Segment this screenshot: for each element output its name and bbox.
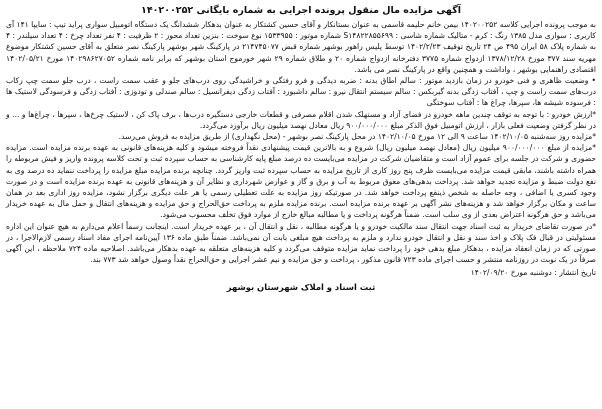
paragraph-additional-terms: *در صورت تقاضای خریدار به ثبت اسناد جهت انتقال سند مالکیت خودرو و یا هرگونه مطالبه ، نقل و انتقال آن ، بر عهده خریدار است. اینجانب رسماً اعلام می‌دارم به هیچ عنوان این اداره مسئولیتی در قبال فک پلاک و اخذ سند و نقل و انتقال خودرو ندارد و ملزم به پرداخت هیچ مبلغی بابت آن نمی‌باشد. ضمناً طبق ماده ۱۳۶ آیین‌نامه اجرای مفاد اسناد رسمی لازم‌الاجرا ، در صورتی که در زمان انعقاد مزایده ، بدهکار مبلغ بدهی خود را پرداخت نماید مزایده متوقف می‌گردد و کلیه هزینه‌های متعلقه به عهده بدهکار می‌باشد. اصلاحیه ماده ۷۲۴ ملاحظه ، این آگهی صرفاً در یک نوبت در روزنامه منتشر و حسب اجرای ماده ۷۲۳ قانون مذکور ، پرداخت و حق مزایده و نیم عشر اجرایی و حق‌الحراج نقداً وصول خواهد شد ۷۷۳ بند. bbox=[6, 221, 596, 265]
paragraph-intro: به موجب پرونده اجرایی کلاسه ۱۴۰۲۰۰۲۵۲ بیمن خانم حلیمه قاسمی به عنوان بستانکار و آقای حسین کشتکار به عنوان بدهکار ششدانگ یک دستگاه اتومبیل سواری پراید تیپ : سایپا ۱۴۱ آی کاربری : سواری مدل ۱۳۸۵ رنگ : کرم - متالیک شماره شاسی : S۱۴۸۲۲۸۵۵۶۹۹ شماره موتور : ۱۵۳۳۹۵۵ نوع سوخت : بنزین تعداد محور : ۲ ظرفیت : ۴ نفر تعداد چرخ : ۴ تعداد سیلندر : ۴ به شماره پلاک ۵۸ ایران ۴۹۵ ص ۲۴ تاریخ توقیف ۱۴۰۲/۲/۲۳ توسط پلیس راهور بوشهر شماره قبض ۲۱۴۷۴۵۰۷۷ در پارکینگ شهر بوشهر پارکینگ نصر متعلق به آقای حسین کشتکار موضوع مهریه سند ۳۷۷ مورخ ۱۳۷۸/۱۲/۲۸ ازدواج شماره ۳۷۷۵ دفترخانه ازدواج شماره ۲۰ و طلاق شماره ۲۹ شهر خورموج استان بوشهر که برابر نامه شماره ۱۴۰۲۹۸۶۲۷۰۵۲ مورخ ۱۴۰۲/۰۵/۲۱ اقتصادی راهنمایی بوشهر ، واداشت و همچنین واقع در پارکینگ نصر می باشد. bbox=[6, 20, 597, 74]
publish-date: تاریخ انتشار : دوشنبه مورخ ۱۴۰۲/۰۹/۲۰ bbox=[470, 268, 596, 278]
paragraph-auction-terms: *مزایده از مبلغ ۹۰۰/۰۰۰/۰۰۰ میلیون ریال (معادل نهصد میلیون ریال) شروع و به بالاترین قیمت پیشنهادی نقداً فروخته میشود و کلیه هزینه‌های قانونی به عهده برنده مزایده است. مزایده حضوری و شرکت در جلسه برای عموم آزاد است و متقاضیان شرکت در مزایده می‌بایست ده درصد مبلغ پایه کارشناسی به حساب سپرده ثبت و تحت کلاسه پرونده واریز و فیش مربوطه را همراه داشته باشند، مابقی قیمت مزایده می‌بایست ظرف پنج روز کاری از تاریخ مزایده به حساب سپرده ثبت واریز گردد. چنانچه برنده مزایده مبلغ مزایده را پرداخت ننماید ده درصد وی به نفع دولت ضبط و مزایده تجدید خواهد شد. پرداخت بدهی‌های معوق مربوط به آب و برق و گاز و عوارض شهرداری و نظایر آن و هزینه‌های قانونی به عهده برنده مزایده است و در صورت وجود کسری یا اضافی ، وجه حاصله به شخص ذینفع پرداخت خواهد شد. در صورتیکه روز مزایده به علت تعطیلی رسمی یا هر علت دیگری برگزار نشود، مزایده روز اداری بعد در همان ساعت و مکان برگزار خواهد شد و هزینه‌های نشر آگهی بر عهده برنده مزایده است. برنده مزایده ملزم به پرداخت حق‌الحراج و حق مزایده و هزینه‌های انتقال و حمل مال به عهده خریدار می‌باشد و حق هرگونه اعتراض بعدی از وی سلب است. ضمناً هرگونه پرداخت و یا مطالبه مبالغ خارج از موارد فوق تخلف محسوب می‌شود. bbox=[6, 143, 596, 220]
paragraph-auction-time: *مزایده روز سه‌شنبه ۱۴۰۲/۱۰/۰۵ ساعت ۹ الی ۱۲ مورخ ۱۴۰۲/۱۰/۰۵ در محل پارکینگ نصر بوشهر - (محل نگهداری) از طریق مزایده به فروش می‌رسد. bbox=[118, 132, 596, 142]
notice-body bbox=[6, 19, 596, 265]
paragraph-vehicle-condition: • وضعیت ظاهری و فنی خودرو در زمان بازدید موتور : سالم اطاق بدنه : ضربه دیدگی و فرو رفتگی و خراشیدگی روی درب‌های جلو و عقب سمت راست ، درب جلو سمت چپ رکاب درب‌های سمت راست و چپ ، آفتاب زدگی بدنه گیربکس : سالم سیستم انتقال نیرو : سالم داشبورد : آفتاب زدگی دیفرانسیل : سالم صندلی و تودوزی : آفتاب زدگی و فرسودگی لاستیک ها : فرسوده شیشه ها، سپرها، چراغ ها : آفتاب سوختگی bbox=[6, 76, 596, 108]
paragraph-vehicle-value: *ارزش خودرو : با توجه به توقف چندین ماهه خودرو در فضای آزاد و مستهلک شدن اقلام مصرفی و قطعات خارجی دستگیره درب‌ها ، برف پاک کن ، لاستیک چرخ‌ها ، سپرها ، چراغ‌ها و ... و در نظر گرفتن وضعیت فعلی بازار ، ارزش اتومبیل فوق الذکر مبلغ ۹۰۰/۰۰۰/۰۰۰ ریال معادل نهصد میلیون ریال برآورد می‌گردد. bbox=[6, 109, 596, 130]
notice-title: آگهی مزایده مال منقول پرونده اجرایی به شماره بایگانی ۱۴۰۲۰۰۲۵۲ bbox=[141, 5, 461, 16]
organization-name: ثبت اسناد و املاک شهرستان بوشهر bbox=[226, 282, 376, 293]
